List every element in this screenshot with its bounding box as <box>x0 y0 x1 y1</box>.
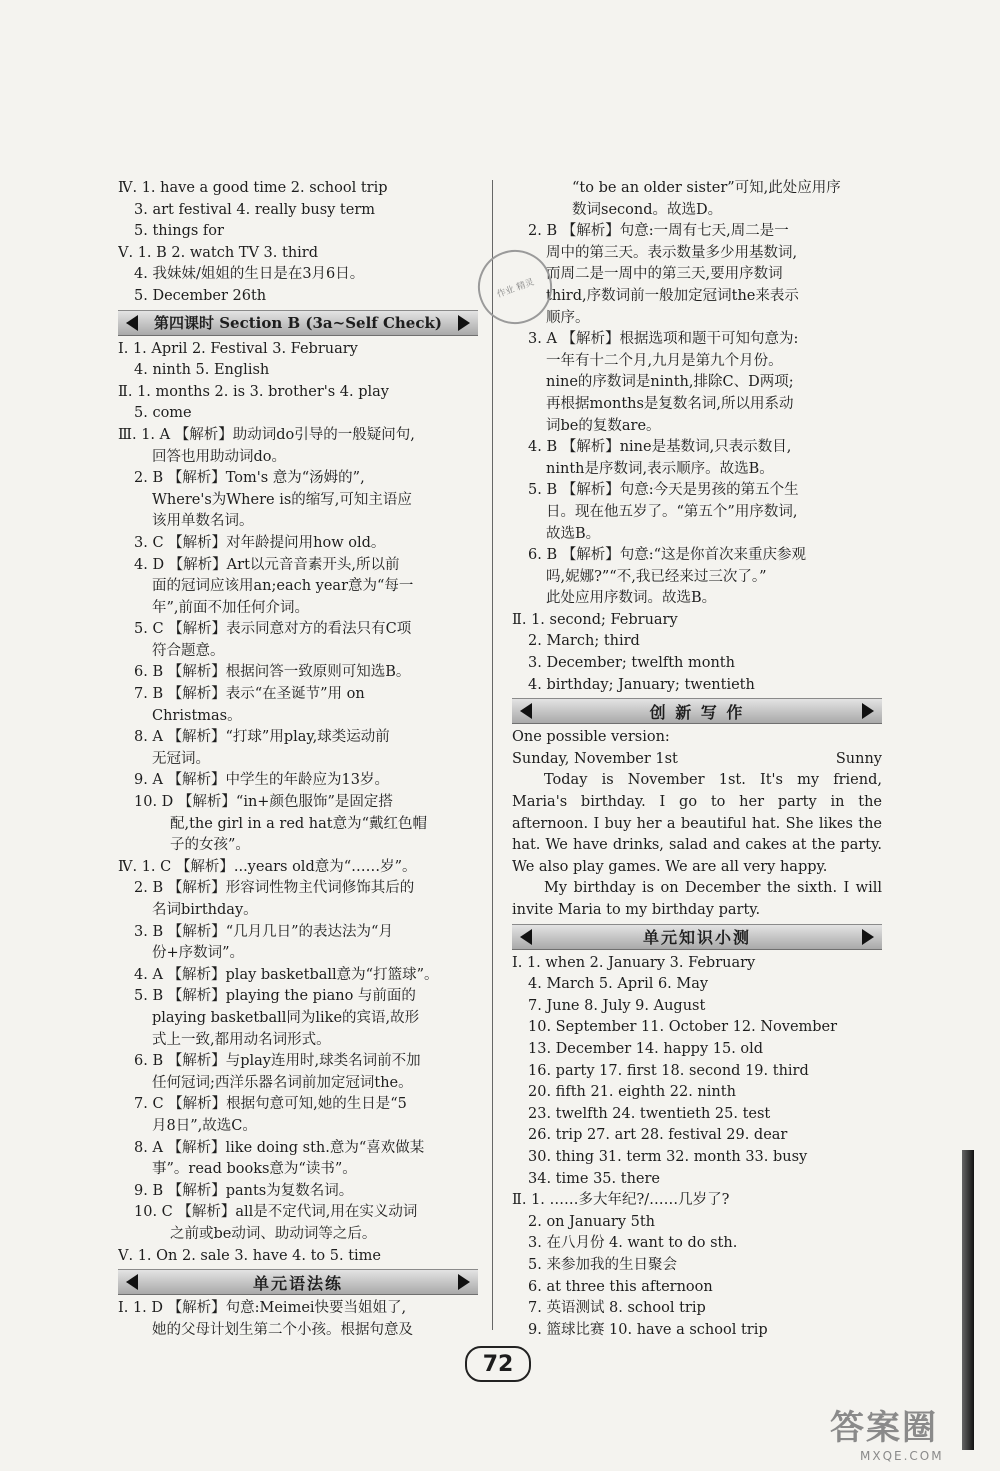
answer-line: 6. B 【解析】句意:“这是你首次来重庆参观 <box>528 547 807 564</box>
answer-line: 5. come <box>134 405 192 422</box>
section-header <box>118 310 478 336</box>
answer-line: 26. trip 27. art 28. festival 29. dear <box>528 1127 788 1144</box>
answer-line: 8. A 【解析】like doing sth.意为“喜欢做某 <box>134 1139 425 1156</box>
answer-line: 顺序。 <box>546 309 590 326</box>
answer-line: 年”,前面不加任何介词。 <box>152 599 310 616</box>
answer-line: 4. D 【解析】Art以元音音素开头,所以前 <box>134 556 400 573</box>
page-edge-shadow <box>962 1150 974 1450</box>
essay-paragraph: Today is November 1st. It's my friend, Maria's birthday. I go to her party in the afternoon. I buy her a beautiful hat. She likes the hat. We have drinks, salad and cakes at the party. We also play games. We are all very happy. <box>512 772 882 875</box>
answer-line: Ⅱ. 1. months 2. is 3. brother's 4. play <box>118 383 389 400</box>
right-column <box>512 178 882 1341</box>
section-header <box>512 924 882 950</box>
answer-line: 7. B 【解析】表示“在圣诞节”用 on <box>134 686 365 703</box>
answer-line: 6. at three this afternoon <box>528 1278 713 1295</box>
answer-line: 4. March 5. April 6. May <box>528 976 709 993</box>
answer-line: 2. B 【解析】形容词性物主代词修饰其后的 <box>134 880 415 897</box>
section-title: 第四课时 Section B (3a~Self Check) <box>154 314 442 333</box>
answer-line: 2. B 【解析】句意:一周有七天,周二是一 <box>528 223 789 240</box>
answer-line: 5. things for <box>134 223 224 240</box>
answer-line: Ⅱ. 1. ……多大年纪?/……几岁了? <box>512 1192 730 1209</box>
answer-line: Ⅴ. 1. On 2. sale 3. have 4. to 5. time <box>118 1247 381 1264</box>
answer-line: 回答也用助动词do。 <box>152 448 287 465</box>
section-header <box>512 698 882 724</box>
answer-line: 名词birthday。 <box>152 902 258 918</box>
answer-line: 9. A 【解析】中学生的年龄应为13岁。 <box>134 772 389 789</box>
answer-line: 日。现在他五岁了。“第五个”用序数词, <box>546 503 798 520</box>
answer-line: 3. art festival 4. really busy term <box>134 201 376 218</box>
diary-weather: Sunny <box>835 750 882 767</box>
triangle-left-icon <box>520 703 532 719</box>
section-title: 单元语法练 <box>252 1273 343 1293</box>
answer-line: 3. B 【解析】“几月几日”的表达法为“月 <box>134 923 393 940</box>
answer-line: 3. December; twelfth month <box>528 655 735 672</box>
answer-line: 无冠词。 <box>152 750 210 767</box>
answer-line: 2. March; third <box>528 633 640 650</box>
answer-line: 7. June 8. July 9. August <box>528 997 706 1014</box>
answer-line: 7. 英语测试 8. school trip <box>528 1300 706 1317</box>
answer-line: Ⅳ. 1. C 【解析】...years old意为“……岁”。 <box>118 858 417 875</box>
answer-line: 16. party 17. first 18. second 19. third <box>528 1062 809 1079</box>
answer-line: One possible version: <box>512 729 670 746</box>
triangle-left-icon <box>126 1274 138 1290</box>
answer-line: 4. birthday; January; twentieth <box>528 676 755 693</box>
triangle-left-icon <box>126 315 138 331</box>
answer-line: 20. fifth 21. eighth 22. ninth <box>528 1084 736 1101</box>
answer-line: 事”。read books意为“读书”。 <box>152 1161 357 1178</box>
answer-line: 词be的复数are。 <box>546 417 661 434</box>
answer-line: Ⅲ. 1. A 【解析】助动词do引导的一般疑问句, <box>118 426 415 443</box>
answer-line: 面的冠词应该用an;each year意为“每一 <box>152 578 414 595</box>
answer-line: Ⅴ. 1. B 2. watch TV 3. third <box>118 244 319 261</box>
section-title: 单元知识小测 <box>642 928 751 948</box>
answer-line: 10. D 【解析】“in+颜色服饰”是固定搭 <box>134 794 393 811</box>
answer-line: third,序数词前一般加定冠词the来表示 <box>546 287 799 304</box>
answer-line: 13. December 14. happy 15. old <box>528 1040 764 1057</box>
watermark-logo <box>830 1400 944 1463</box>
answer-line: 故选B。 <box>546 525 601 542</box>
stamp-text: 作业 精灵 <box>495 277 536 300</box>
section-title: 创 新 写 作 <box>649 702 745 722</box>
answer-line: 23. twelfth 24. twentieth 25. test <box>528 1105 771 1122</box>
triangle-right-icon <box>862 929 874 945</box>
triangle-right-icon <box>862 703 874 719</box>
triangle-right-icon <box>458 315 470 331</box>
answer-line: 7. C 【解析】根据句意可知,她的生日是“5 <box>134 1096 407 1113</box>
watermark-sub: MXQE.COM <box>860 1449 944 1463</box>
answer-line: 34. time 35. there <box>528 1170 661 1187</box>
answer-line: 4. A 【解析】play basketball意为“打篮球”。 <box>134 966 439 983</box>
answer-line: Ⅰ. 1. D 【解析】句意:Meimei快要当姐姐了, <box>118 1300 407 1317</box>
left-column <box>118 178 478 1341</box>
answer-line: 5. 来参加我的生日聚会 <box>528 1256 677 1273</box>
answer-line: 吗,妮娜?”“不,我已经来过三次了。” <box>546 568 767 585</box>
answer-line: 3. C 【解析】对年龄提问用how old。 <box>134 534 386 551</box>
answer-line: 而周二是一周中的第三天,要用序数词 <box>546 266 783 283</box>
answer-line: 10. C 【解析】all是不定代词,用在实义动词 <box>134 1204 418 1221</box>
answer-line: 10. September 11. October 12. November <box>528 1019 838 1036</box>
answer-line: 5. December 26th <box>134 287 267 304</box>
answer-line: 周中的第三天。表示数量多少用基数词, <box>546 244 798 261</box>
answer-line: 9. B 【解析】pants为复数名词。 <box>134 1182 354 1199</box>
answer-line: 一年有十二个月,九月是第九个月份。 <box>546 352 783 369</box>
answer-line: Christmas。 <box>152 707 242 724</box>
answer-line: 3. 在八月份 4. want to do sth. <box>528 1235 738 1252</box>
diary-header <box>512 749 882 771</box>
answer-line: 30. thing 31. term 32. month 33. busy <box>528 1148 808 1165</box>
diary-date: Sunday, November 1st <box>512 750 678 767</box>
answer-line: 月8日”,故选C。 <box>152 1117 257 1134</box>
answer-line: 3. A 【解析】根据选项和题干可知句意为: <box>528 331 799 348</box>
answer-line: 8. A 【解析】“打球”用play,球类运动前 <box>134 729 390 746</box>
answer-line: 之前或be动词、助动词等之后。 <box>170 1225 377 1242</box>
answer-line: 5. B 【解析】句意:今天是男孩的第五个生 <box>528 482 799 499</box>
answer-line: playing basketball同为like的宾语,故形 <box>152 1009 420 1026</box>
answer-line: 份+序数词”。 <box>152 945 245 962</box>
essay-paragraph: My birthday is on December the sixth. I will invite Maria to my birthday party. <box>512 880 882 918</box>
answer-line: Ⅰ. 1. April 2. Festival 3. February <box>118 340 358 357</box>
answer-line: 数词second。故选D。 <box>572 201 723 218</box>
answer-line: 5. B 【解析】playing the piano 与前面的 <box>134 988 416 1005</box>
answer-line: Ⅰ. 1. when 2. January 3. February <box>512 954 756 971</box>
watermark-main: 答案圈 <box>830 1408 938 1448</box>
answer-line: 式上一致,都用动名词形式。 <box>152 1031 331 1048</box>
answer-line: “to be an older sister”可知,此处应用序 <box>572 180 841 196</box>
page-number-text: 72 <box>482 1351 514 1377</box>
answer-line: 她的父母计划生第二个小孩。根据句意及 <box>152 1321 413 1338</box>
answer-line: 5. C 【解析】表示同意对方的看法只有C项 <box>134 621 412 638</box>
answer-line: 再根据months是复数名词,所以用系动 <box>546 395 794 412</box>
answer-line: 该用单数名词。 <box>152 513 254 530</box>
page-number <box>465 1346 531 1382</box>
answer-line: 2. B 【解析】Tom's 意为“汤姆的”, <box>134 470 365 487</box>
answer-line: 6. B 【解析】根据问答一致原则可知选B。 <box>134 664 411 681</box>
answer-line: 9. 篮球比赛 10. have a school trip <box>528 1321 768 1338</box>
column-divider <box>492 180 493 1330</box>
answer-line: 4. 我妹妹/姐姐的生日是在3月6日。 <box>134 266 365 283</box>
answer-line: 此处应用序数词。故选B。 <box>546 590 717 607</box>
answer-line: Ⅱ. 1. second; February <box>512 611 678 628</box>
answer-line: 2. on January 5th <box>528 1213 656 1230</box>
answer-line: 任何冠词;西洋乐器名词前加定冠词the。 <box>152 1074 413 1091</box>
section-header <box>118 1269 478 1295</box>
answer-line: 4. B 【解析】nine是基数词,只表示数目, <box>528 439 792 456</box>
answer-line: Where's为Where is的缩写,可知主语应 <box>152 491 412 508</box>
triangle-right-icon <box>458 1274 470 1290</box>
answer-line: 符合题意。 <box>152 642 225 659</box>
answer-line: 子的女孩”。 <box>170 837 250 854</box>
answer-line: Ⅳ. 1. have a good time 2. school trip <box>118 180 388 196</box>
answer-line: 4. ninth 5. English <box>134 362 270 379</box>
answer-line: ninth是序数词,表示顺序。故选B。 <box>546 460 774 477</box>
answer-line: 配,the girl in a red hat意为“戴红色帽 <box>170 815 428 832</box>
answer-line: nine的序数词是ninth,排除C、D两项; <box>546 374 794 391</box>
answer-line: 6. B 【解析】与play连用时,球类名词前不加 <box>134 1053 421 1070</box>
triangle-left-icon <box>520 929 532 945</box>
